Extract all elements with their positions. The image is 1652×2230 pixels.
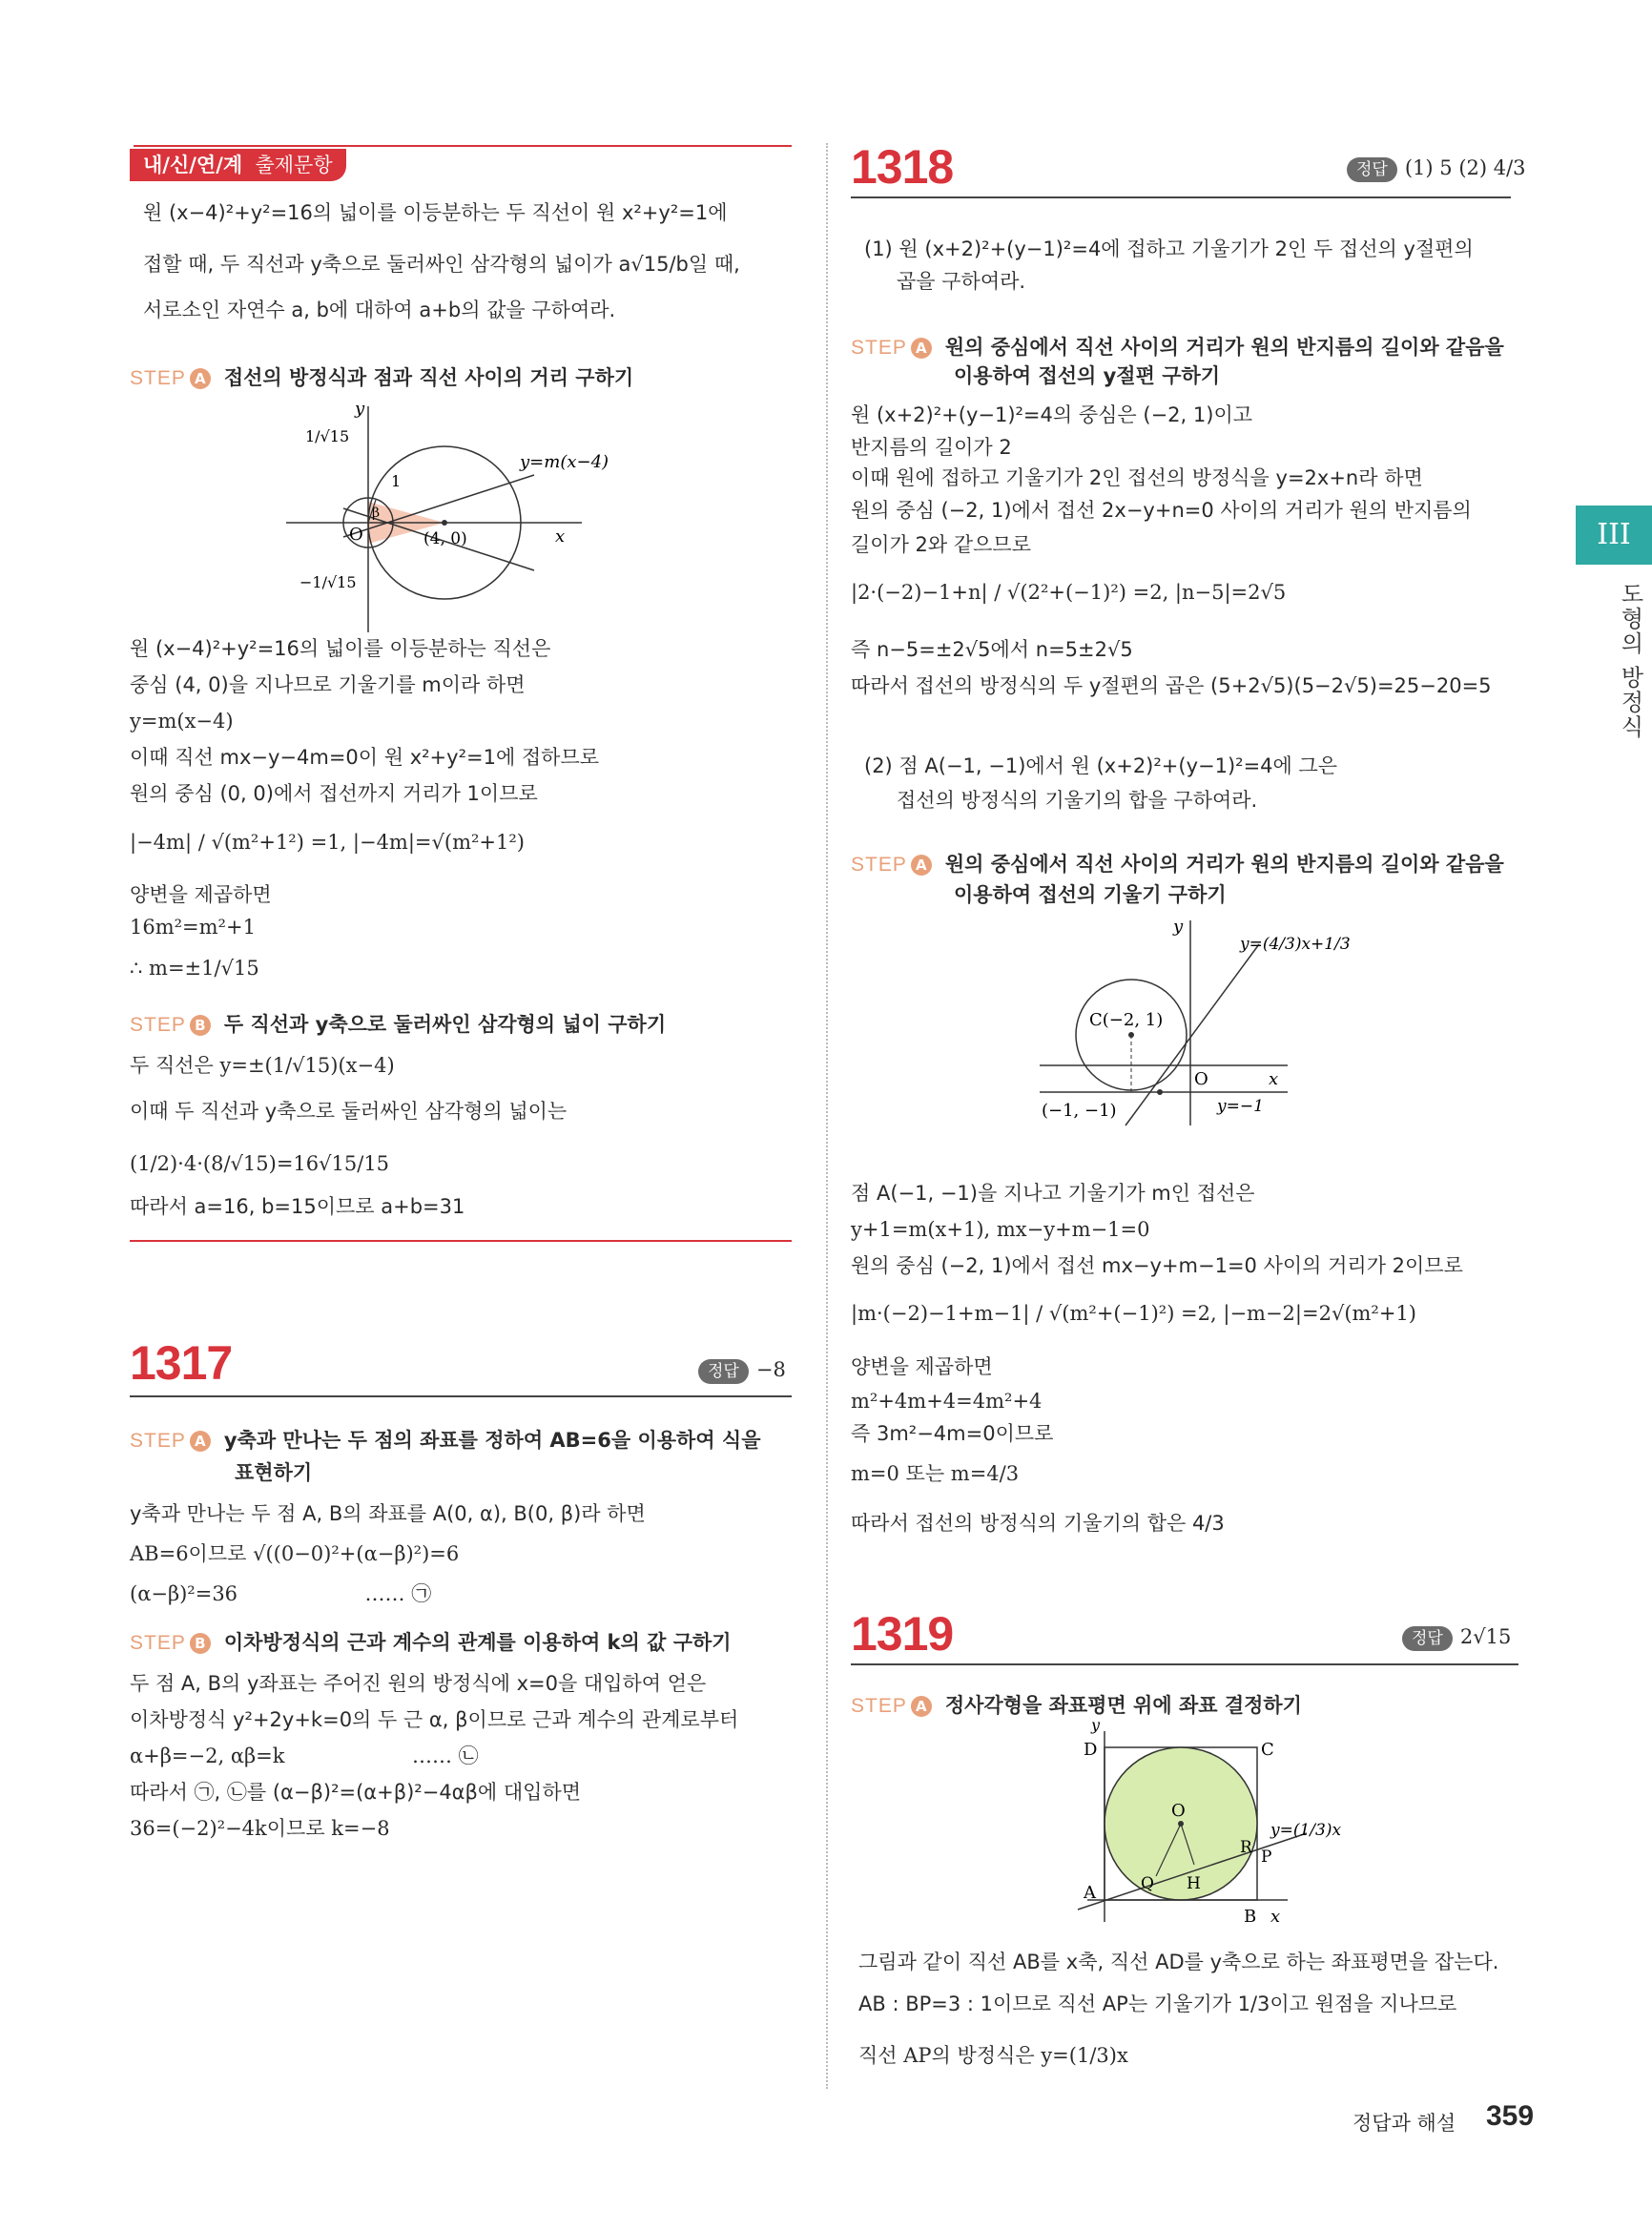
label-line: y=m(x−4) — [520, 452, 609, 472]
label-o: O — [349, 525, 363, 545]
answer-value: (1) 5 (2) 4/3 — [1404, 156, 1526, 179]
left-a-line-8: 16m²=m²+1 — [130, 916, 256, 939]
p1317-b-line-2: 이차방정식 y²+2y+k=0의 두 근 α, β이므로 근과 계수의 관계로부터 — [130, 1708, 739, 1731]
left-step-b-heading — [130, 1009, 666, 1038]
p1318-part2-line-2: 접선의 방정식의 기울기의 합을 구하여라. — [897, 789, 1258, 812]
p1318-a1-line-8: 따라서 접선의 방정식의 두 y절편의 곱은 (5+2√5)(5−2√5)=25−20=5 — [851, 674, 1492, 697]
answer-value: 2√15 — [1459, 1625, 1512, 1648]
side-tab-label: 도형의 방정식 — [1617, 582, 1643, 740]
step-letter: A — [190, 1431, 211, 1452]
problem-line-2: 접할 때, 두 직선과 y축으로 둘러싸인 삼각형의 넓이가 a√15/b일 때, — [143, 253, 740, 276]
p1317-b-line-1: 두 점 A, B의 y좌표는 주어진 원의 방정식에 x=0을 대입하여 얻은 — [130, 1672, 707, 1695]
label-line-a: y=(4/3)x+1/3 — [1240, 935, 1351, 954]
step-title: 접선의 방정식과 점과 직선 사이의 거리 구하기 — [223, 366, 634, 389]
side-tab-numeral: III — [1597, 518, 1631, 551]
label-center: (4, 0) — [423, 529, 467, 548]
answer-badge: 정답 — [1347, 157, 1397, 182]
p1317-a-line-2: AB=6이므로 √((0−0)²+(α−β)²)=6 — [130, 1542, 460, 1565]
p1318-a1-line-4: 원의 중심 (−2, 1)에서 접선 2x−y+n=0 사이의 거리가 원의 반지름의 — [851, 499, 1472, 522]
step-title: y축과 만나는 두 점의 좌표를 정하여 AB=6을 이용하여 식을 — [223, 1429, 761, 1452]
center-dot — [442, 520, 447, 526]
column-divider — [826, 143, 828, 2089]
label-c: C — [1261, 1740, 1274, 1760]
step-title: 원의 중심에서 직선 사이의 거리가 원의 반지름의 길이와 같음을 — [944, 853, 1504, 876]
page-number: 359 — [1486, 2100, 1535, 2132]
problem-number-1318: 1318 — [851, 140, 954, 194]
step-letter: A — [911, 338, 932, 359]
step-letter: B — [190, 1015, 211, 1036]
step-label: STEP — [851, 337, 907, 359]
label-p: P — [1261, 1848, 1272, 1867]
left-b-line-1: 두 직선은 y=±(1/√15)(x−4) — [130, 1054, 395, 1077]
left-a-line-2: 중심 (4, 0)을 지나므로 기울기를 m이라 하면 — [130, 673, 526, 696]
problem-line-3: 서로소인 자연수 a, b에 대하여 a+b의 값을 구하여라. — [143, 299, 616, 321]
label-beta: β — [372, 506, 381, 521]
footer-label: 정답과 해설 — [1353, 2112, 1456, 2135]
rule-1317 — [130, 1395, 792, 1397]
center-c-dot — [1128, 1032, 1134, 1038]
left-a-line-9: ∴ m=±1/√15 — [130, 957, 259, 980]
p1318-a1-line-1: 원 (x+2)²+(y−1)²=4의 중심은 (−2, 1)이고 — [851, 403, 1253, 426]
figure-tangents-from-point — [1030, 911, 1393, 1130]
label-y: y — [1091, 1717, 1101, 1734]
problem-line-1: 원 (x−4)²+y²=16의 넓이를 이등분하는 두 직선이 원 x²+y²=1에 — [143, 201, 728, 224]
source-tag — [130, 149, 346, 181]
label-x: x — [555, 527, 566, 547]
label-x: x — [1269, 1069, 1279, 1089]
rule-1318 — [851, 196, 1511, 198]
step-label: STEP — [130, 1430, 186, 1452]
p1319-step-a-heading — [851, 1690, 1302, 1719]
step-title: 두 직선과 y축으로 둘러싸인 삼각형의 넓이 구하기 — [223, 1013, 667, 1036]
p1318-part1-line-1: (1) 원 (x+2)²+(y−1)²=4에 접하고 기울기가 2인 두 접선의 y절편의 — [864, 237, 1474, 260]
answer-badge: 정답 — [698, 1359, 749, 1384]
p1318-a2-line-3: 원의 중심 (−2, 1)에서 접선 mx−y+m−1=0 사이의 거리가 2이므로 — [851, 1254, 1463, 1277]
answer-1317 — [698, 1358, 786, 1384]
step-label: STEP — [130, 1014, 186, 1036]
answer-1318 — [1347, 156, 1526, 182]
p1317-b-line-4: 따라서 ㉠, ㉡를 (α−β)²=(α+β)²−4αβ에 대입하면 — [130, 1781, 582, 1804]
figure-circle-tangents — [286, 399, 668, 637]
p1318-part1-line-2: 곱을 구하여라. — [897, 270, 1026, 293]
label-top-frac: 1/√15 — [305, 427, 350, 445]
p1318-a1-line-6: |2·(−2)−1+n| / √(2²+(−1)²) =2, |n−5|=2√5 — [851, 581, 1287, 604]
p1318-a2-line-4: |m·(−2)−1+m−1| / √(m²+(−1)²) =2, |−m−2|=2√(m²+1) — [851, 1302, 1416, 1325]
left-b-line-2: 이때 두 직선과 y축으로 둘러싸인 삼각형의 넓이는 — [130, 1100, 568, 1123]
p1317-a-line-3: (α−β)²=36 …… ㉠ — [130, 1582, 432, 1605]
p1317-a-line-1: y축과 만나는 두 점 A, B의 좌표를 A(0, α), B(0, β)라 하면 — [130, 1502, 646, 1525]
point-a-dot — [1157, 1089, 1163, 1095]
p1318-part2-line-1: (2) 점 A(−1, −1)에서 원 (x+2)²+(y−1)²=4에 그은 — [864, 754, 1338, 777]
step-letter: B — [190, 1633, 211, 1654]
label-r: R — [1240, 1838, 1252, 1857]
label-d: D — [1084, 1740, 1098, 1760]
left-b-line-3: (1/2)·4·(8/√15)=16√15/15 — [130, 1152, 390, 1175]
left-step-a-heading — [130, 362, 633, 391]
p1318-step-a2-heading — [851, 849, 1504, 878]
step-label: STEP — [130, 1632, 186, 1654]
answer-value: −8 — [755, 1358, 786, 1381]
p1317-step-b-heading — [130, 1627, 732, 1656]
left-a-line-3: y=m(x−4) — [130, 710, 234, 733]
p1318-a2-line-9: 따라서 접선의 방정식의 기울기의 합은 4/3 — [851, 1512, 1225, 1535]
label-q: Q — [1141, 1874, 1154, 1893]
center-o-dot — [1178, 1821, 1184, 1827]
p1318-a2-line-7: 즉 3m²−4m=0이므로 — [851, 1422, 1054, 1445]
problem-number-1319: 1319 — [851, 1607, 954, 1661]
p1318-a2-line-1: 점 A(−1, −1)을 지나고 기울기가 m인 접선은 — [851, 1182, 1255, 1205]
side-tab-marker — [1576, 506, 1652, 565]
bottom-rule-left — [130, 1240, 792, 1242]
step-title: 원의 중심에서 직선 사이의 거리가 원의 반지름의 길이와 같음을 — [944, 336, 1504, 359]
p1318-a1-line-7: 즉 n−5=±2√5에서 n=5±2√5 — [851, 638, 1133, 661]
p1317-b-line-5: 36=(−2)²−4k이므로 k=−8 — [130, 1817, 390, 1840]
p1317-step-a-heading-2: 표현하기 — [235, 1461, 313, 1484]
answer-1319 — [1402, 1625, 1511, 1651]
label-o: O — [1194, 1069, 1208, 1089]
p1318-step-a1-heading — [851, 332, 1504, 361]
p1319-a-line-3: 직선 AP의 방정식은 y=(1/3)x — [858, 2044, 1128, 2067]
top-rule-left — [134, 145, 792, 147]
left-a-line-6: |−4m| / √(m²+1²) =1, |−4m|=√(m²+1²) — [130, 831, 525, 854]
p1318-a1-line-2: 반지름의 길이가 2 — [851, 436, 1012, 459]
source-tag-sub: 출제문항 — [255, 154, 333, 176]
p1318-a2-line-5: 양변을 제곱하면 — [851, 1355, 993, 1378]
left-a-line-7: 양변을 제곱하면 — [130, 883, 272, 906]
label-y: y — [355, 399, 365, 419]
step-label: STEP — [851, 854, 907, 876]
label-h: H — [1187, 1874, 1201, 1893]
problem-number-1317: 1317 — [130, 1336, 233, 1390]
label-bottom-frac: −1/√15 — [299, 573, 357, 591]
p1317-step-a-heading — [130, 1425, 761, 1454]
figure-square-inscribed-circle — [1049, 1717, 1364, 1946]
left-a-line-5: 원의 중심 (0, 0)에서 접선까지 거리가 1이므로 — [130, 782, 538, 805]
left-a-line-4: 이때 직선 mx−y−4m=0이 원 x²+y²=1에 접하므로 — [130, 746, 600, 769]
p1318-step-a1-heading-2: 이용하여 접선의 y절편 구하기 — [954, 364, 1221, 387]
left-a-line-1: 원 (x−4)²+y²=16의 넓이를 이등분하는 직선은 — [130, 637, 551, 660]
step-label: STEP — [851, 1695, 907, 1717]
p1318-a1-line-3: 이때 원에 접하고 기울기가 2인 접선의 방정식을 y=2x+n라 하면 — [851, 466, 1423, 489]
p1318-a2-line-6: m²+4m+4=4m²+4 — [851, 1390, 1043, 1413]
p1318-a1-line-5: 길이가 2와 같으므로 — [851, 533, 1031, 556]
p1318-a2-line-2: y+1=m(x+1), mx−y+m−1=0 — [851, 1218, 1150, 1241]
left-b-line-4: 따라서 a=16, b=15이므로 a+b=31 — [130, 1195, 465, 1218]
label-one: 1 — [391, 472, 402, 490]
step-letter: A — [190, 368, 211, 389]
label-x: x — [1270, 1907, 1281, 1927]
label-a: A — [1084, 1883, 1096, 1903]
rule-1319 — [851, 1663, 1518, 1665]
step-title: 이차방정식의 근과 계수의 관계를 이용하여 k의 값 구하기 — [223, 1631, 732, 1654]
p1318-a2-line-8: m=0 또는 m=4/3 — [851, 1462, 1020, 1485]
step-label: STEP — [130, 367, 186, 389]
p1318-step-a2-heading-2: 이용하여 접선의 기울기 구하기 — [954, 883, 1227, 906]
label-line: y=(1/3)x — [1270, 1821, 1342, 1840]
p1319-a-line-1: 그림과 같이 직선 AB를 x축, 직선 AD를 y축으로 하는 좌표평면을 잡는다. — [858, 1951, 1499, 1973]
source-tag-label: 내/신/연/계 — [143, 154, 243, 176]
step-letter: A — [911, 1696, 932, 1717]
label-b: B — [1244, 1907, 1257, 1927]
label-c: C(−2, 1) — [1089, 1010, 1164, 1030]
p1319-a-line-2: AB : BP=3 : 1이므로 직선 AP는 기울기가 1/3이고 원점을 지나므로 — [858, 1993, 1457, 2015]
label-y: y — [1173, 917, 1184, 937]
label-o: O — [1171, 1801, 1186, 1821]
answer-badge: 정답 — [1402, 1626, 1453, 1651]
p1317-b-line-3: α+β=−2, αβ=k …… ㉡ — [130, 1745, 479, 1767]
step-letter: A — [911, 855, 932, 876]
label-line-b: y=−1 — [1217, 1097, 1264, 1116]
label-a: (−1, −1) — [1042, 1101, 1117, 1121]
step-title: 정사각형을 좌표평면 위에 좌표 결정하기 — [944, 1694, 1302, 1717]
